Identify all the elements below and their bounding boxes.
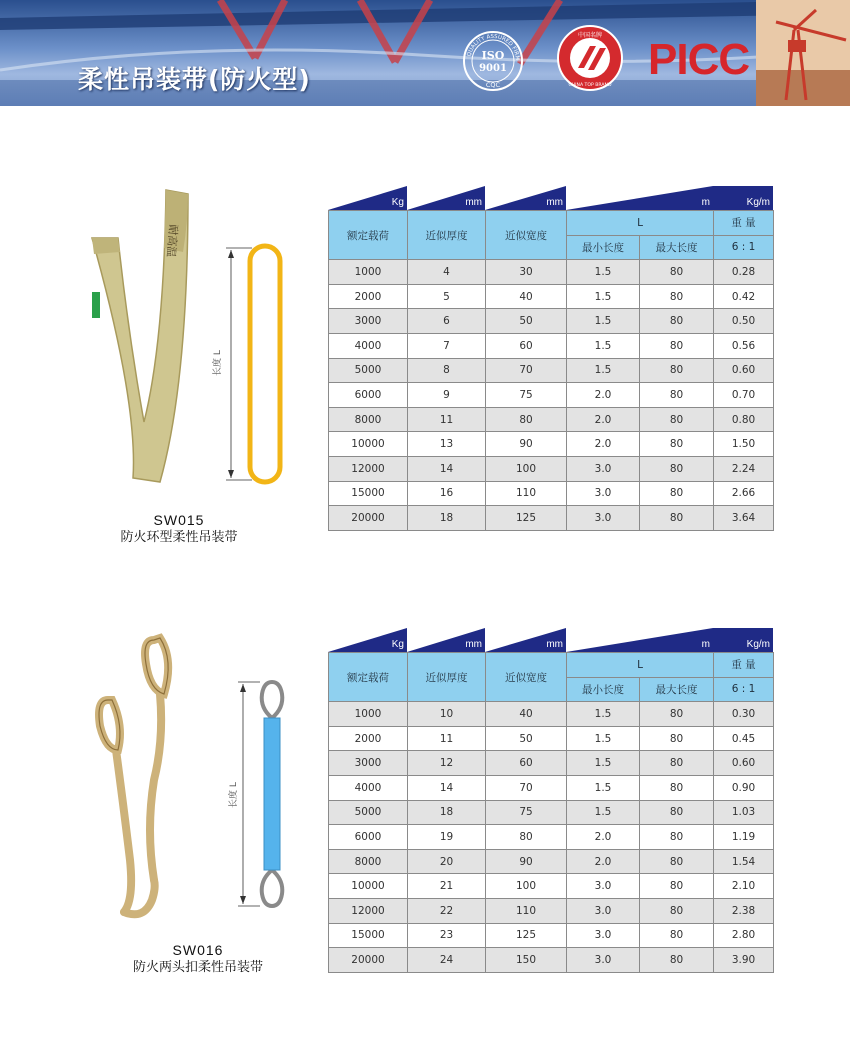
cell-thickness: 12 [408,751,486,776]
svg-text:9001: 9001 [479,63,507,74]
cell-min-length: 1.5 [567,333,640,358]
unit-tab-load: Kg [328,186,407,210]
cell-width: 125 [486,923,567,948]
header-max-length: 最大长度 [640,677,714,702]
header-thickness: 近似厚度 [408,211,486,260]
cell-max-length: 80 [640,923,714,948]
cell-load: 12000 [329,456,408,481]
cell-weight: 1.19 [714,825,774,850]
table-row [329,874,774,899]
cell-thickness: 22 [408,898,486,923]
product-code: SW015 [153,512,205,528]
cell-thickness: 21 [408,874,486,899]
cell-load: 15000 [329,481,408,506]
product-code: SW016 [172,942,224,958]
cell-max-length: 80 [640,432,714,457]
sw016-caption [116,942,280,976]
cell-min-length: 1.5 [567,775,640,800]
unit-tab-thickness: mm [407,186,485,210]
cell-thickness: 19 [408,825,486,850]
cell-max-length: 80 [640,358,714,383]
cell-weight: 0.30 [714,702,774,727]
sw016-spec-table [328,652,774,973]
cell-min-length: 3.0 [567,923,640,948]
sw015-unit-row [328,186,773,210]
sw016-table-body [329,702,774,973]
cell-thickness: 14 [408,456,486,481]
cell-max-length: 80 [640,506,714,531]
svg-text:QUALITY ASSURED FIRM: QUALITY ASSURED FIRM [466,33,521,61]
table-row [329,800,774,825]
table-row [329,702,774,727]
cell-weight: 0.60 [714,751,774,776]
cell-weight: 0.80 [714,407,774,432]
unit-tab-load: Kg [328,628,407,652]
cell-width: 75 [486,800,567,825]
cell-width: 80 [486,825,567,850]
header-thickness: 近似厚度 [408,653,486,702]
cell-max-length: 80 [640,333,714,358]
cell-width: 150 [486,948,567,973]
unit-tab-width: mm [485,628,566,652]
cell-load: 15000 [329,923,408,948]
cell-thickness: 6 [408,309,486,334]
dimension-label: 长度 L [229,782,239,808]
cell-weight: 2.80 [714,923,774,948]
cell-load: 5000 [329,800,408,825]
cell-min-length: 3.0 [567,898,640,923]
cell-max-length: 80 [640,751,714,776]
cell-max-length: 80 [640,775,714,800]
cell-min-length: 3.0 [567,948,640,973]
header-weight: 重 量 [714,211,774,236]
china-top-brand-logo [556,24,624,92]
cell-min-length: 2.0 [567,432,640,457]
table-row [329,898,774,923]
cell-width: 110 [486,481,567,506]
cell-min-length: 3.0 [567,506,640,531]
table-row [329,726,774,751]
cell-width: 125 [486,506,567,531]
cell-thickness: 9 [408,383,486,408]
table-row [329,923,774,948]
cell-width: 90 [486,432,567,457]
header-load: 额定载荷 [329,211,408,260]
page-title: 柔性吊装带(防火型) [78,65,311,94]
unit-tab-weight: Kg/m [713,186,773,210]
cell-min-length: 3.0 [567,874,640,899]
cell-thickness: 4 [408,260,486,285]
cell-thickness: 7 [408,333,486,358]
table-row [329,506,774,531]
cell-min-length: 2.0 [567,849,640,874]
cell-width: 60 [486,333,567,358]
cell-thickness: 5 [408,284,486,309]
cell-max-length: 80 [640,481,714,506]
cell-thickness: 23 [408,923,486,948]
cell-min-length: 1.5 [567,751,640,776]
cell-max-length: 80 [640,284,714,309]
header-length-group: L [567,211,714,236]
svg-text:ISO: ISO [481,49,505,62]
cell-weight: 2.24 [714,456,774,481]
cell-weight: 0.70 [714,383,774,408]
cell-min-length: 1.5 [567,260,640,285]
cell-width: 50 [486,726,567,751]
cell-min-length: 3.0 [567,481,640,506]
iso-9001-logo [462,30,524,92]
cell-load: 8000 [329,849,408,874]
cell-load: 8000 [329,407,408,432]
header-weight: 重 量 [714,653,774,678]
table-row [329,358,774,383]
svg-text:中国名牌: 中国名牌 [577,32,603,39]
cell-max-length: 80 [640,874,714,899]
cell-thickness: 20 [408,849,486,874]
cell-width: 60 [486,751,567,776]
table-row [329,260,774,285]
cell-weight: 3.90 [714,948,774,973]
header-min-length: 最小长度 [567,235,640,260]
cell-width: 75 [486,383,567,408]
cell-max-length: 80 [640,825,714,850]
cell-load: 6000 [329,383,408,408]
header-load: 额定载荷 [329,653,408,702]
cell-thickness: 18 [408,506,486,531]
table-row [329,948,774,973]
table-row [329,383,774,408]
unit-tab-weight: Kg/m [713,628,773,652]
cell-thickness: 24 [408,948,486,973]
cell-max-length: 80 [640,800,714,825]
cell-min-length: 1.5 [567,800,640,825]
cell-weight: 0.56 [714,333,774,358]
cell-width: 70 [486,358,567,383]
table-row [329,333,774,358]
cell-load: 1000 [329,702,408,727]
unit-tab-thickness: mm [407,628,485,652]
sw015-round-sling-image [78,182,218,492]
cell-weight: 0.42 [714,284,774,309]
cell-load: 4000 [329,775,408,800]
cell-weight: 2.66 [714,481,774,506]
table-row [329,775,774,800]
cell-load: 10000 [329,874,408,899]
dimension-label: 长度 L [213,350,223,376]
cell-load: 3000 [329,309,408,334]
cell-max-length: 80 [640,849,714,874]
cell-load: 10000 [329,432,408,457]
table-row [329,481,774,506]
header-width: 近似宽度 [486,211,567,260]
cell-load: 2000 [329,726,408,751]
header-ratio: 6 : 1 [714,677,774,702]
cell-thickness: 16 [408,481,486,506]
cell-max-length: 80 [640,309,714,334]
cell-load: 5000 [329,358,408,383]
cell-thickness: 13 [408,432,486,457]
cell-weight: 0.90 [714,775,774,800]
cell-max-length: 80 [640,948,714,973]
sw015-length-diagram [208,238,300,488]
header-ratio: 6 : 1 [714,235,774,260]
cell-min-length: 1.5 [567,358,640,383]
sw016-length-diagram [226,678,300,910]
sw015-caption [104,512,254,546]
unit-tab-length: m [566,186,713,210]
cell-weight: 3.64 [714,506,774,531]
cell-width: 30 [486,260,567,285]
cell-load: 3000 [329,751,408,776]
cell-min-length: 2.0 [567,825,640,850]
cell-thickness: 8 [408,358,486,383]
cell-min-length: 2.0 [567,407,640,432]
cell-thickness: 14 [408,775,486,800]
cell-weight: 2.38 [714,898,774,923]
header-width: 近似宽度 [486,653,567,702]
cell-weight: 1.03 [714,800,774,825]
table-row [329,751,774,776]
cell-width: 80 [486,407,567,432]
cell-width: 110 [486,898,567,923]
harbor-crane-photo [756,0,850,106]
sw015-spec-table [328,210,774,531]
cell-min-length: 1.5 [567,309,640,334]
cell-max-length: 80 [640,383,714,408]
header-min-length: 最小长度 [567,677,640,702]
cell-weight: 2.10 [714,874,774,899]
table-row [329,456,774,481]
product-name: 防火两头扣柔性吊装带 [132,960,263,975]
cell-thickness: 11 [408,407,486,432]
sling-print-text: 耐高温 [164,223,180,258]
unit-tab-width: mm [485,186,566,210]
cell-load: 20000 [329,948,408,973]
table-row [329,432,774,457]
cell-max-length: 80 [640,726,714,751]
header-banner [0,0,850,106]
cell-load: 20000 [329,506,408,531]
cell-load: 2000 [329,284,408,309]
cell-min-length: 1.5 [567,702,640,727]
cell-weight: 1.50 [714,432,774,457]
cell-max-length: 80 [640,456,714,481]
cell-min-length: 1.5 [567,726,640,751]
cell-load: 6000 [329,825,408,850]
cell-load: 12000 [329,898,408,923]
cell-max-length: 80 [640,702,714,727]
unit-tab-length: m [566,628,713,652]
table-row [329,825,774,850]
cell-width: 50 [486,309,567,334]
sw016-unit-row [328,628,773,652]
sw015-table-body [329,260,774,531]
sw016-eye-sling-image [94,630,204,920]
cell-load: 1000 [329,260,408,285]
cell-thickness: 18 [408,800,486,825]
cell-min-length: 1.5 [567,284,640,309]
cell-min-length: 2.0 [567,383,640,408]
cell-max-length: 80 [640,407,714,432]
cell-width: 100 [486,456,567,481]
cell-weight: 0.50 [714,309,774,334]
svg-text:CHINA TOP BRAND: CHINA TOP BRAND [568,83,612,88]
table-row [329,284,774,309]
table-row [329,407,774,432]
svg-text:CQC: CQC [485,81,501,89]
cell-weight: 0.28 [714,260,774,285]
cell-min-length: 3.0 [567,456,640,481]
cell-weight: 0.60 [714,358,774,383]
product-name: 防火环型柔性吊装带 [120,530,238,545]
cell-weight: 1.54 [714,849,774,874]
header-length-group: L [567,653,714,678]
cell-width: 90 [486,849,567,874]
cell-weight: 0.45 [714,726,774,751]
cell-width: 100 [486,874,567,899]
header-max-length: 最大长度 [640,235,714,260]
table-row [329,309,774,334]
cell-thickness: 11 [408,726,486,751]
cell-max-length: 80 [640,898,714,923]
cell-width: 70 [486,775,567,800]
cell-thickness: 10 [408,702,486,727]
cell-width: 40 [486,284,567,309]
cell-max-length: 80 [640,260,714,285]
cell-width: 40 [486,702,567,727]
cell-load: 4000 [329,333,408,358]
picc-logo: PICC [648,35,750,84]
table-row [329,849,774,874]
